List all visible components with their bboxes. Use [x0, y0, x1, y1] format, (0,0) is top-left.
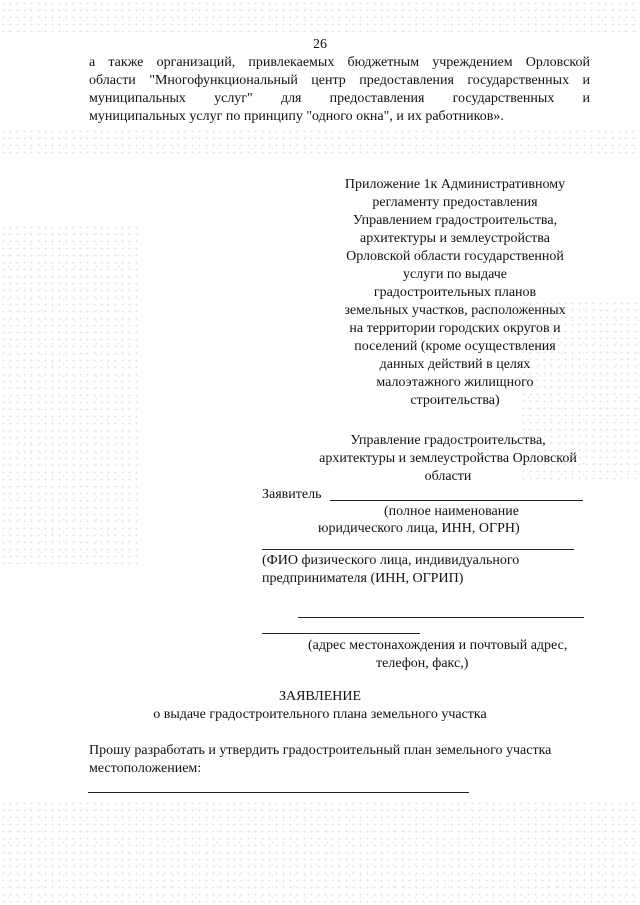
appendix-line-12: малоэтажного жилищного [376, 375, 534, 390]
location-line [88, 792, 469, 793]
statement-subtitle: о выдаче градостроительного плана земельного участка [153, 707, 487, 722]
person-hint-1: (ФИО физического лица, индивидуального [262, 553, 520, 568]
recipient-line-1: Управление градостроительства, [350, 433, 546, 448]
scan-noise-band [0, 128, 640, 156]
recipient-line-2: архитектуры и землеустройства Орловской [319, 451, 577, 466]
appendix-line-11: данных действий в целях [379, 357, 531, 372]
intro-line-2: области "Многофункциональный центр предоставления государственных и [89, 73, 590, 88]
appendix-line-1: Приложение 1к Административному [344, 177, 566, 192]
appendix-line-9: на территории городских округов и [349, 321, 561, 336]
person-line [262, 549, 574, 550]
appendix-line-3: Управлением градостроительства, [352, 213, 558, 228]
scan-noise-bottom [0, 800, 640, 905]
address-line-1 [298, 617, 584, 618]
full-name-hint-1: (полное наименование [384, 504, 519, 519]
address-hint-2: телефон, факс,) [376, 656, 469, 671]
intro-line-1: а также организаций, привлекаемых бюджетным учреждением Орловской [89, 55, 590, 70]
appendix-line-10: поселений (кроме осуществления [354, 339, 556, 354]
appendix-line-4: архитектуры и землеустройства [360, 231, 550, 246]
person-hint-2: предпринимателя (ИНН, ОГРИП) [262, 571, 464, 586]
recipient-line-3: области [424, 469, 472, 484]
appendix-line-8: земельных участков, расположенных [344, 303, 566, 318]
appendix-line-2: регламенту предоставления [372, 195, 538, 210]
intro-line-3: муниципальных услуг" для предоставления государственных и [89, 91, 590, 106]
statement-body-line-2: местоположением: [89, 761, 202, 776]
statement-body-line-1: Прошу разработать и утвердить градостроительный план земельного участка [89, 743, 552, 758]
appendix-line-7: градостроительных планов [373, 285, 537, 300]
full-name-hint-2: юридического лица, ИНН, ОГРН) [318, 521, 520, 536]
appendix-line-5: Орловской области государственной [346, 249, 564, 264]
appendix-line-13: строительства) [410, 393, 500, 408]
applicant-label: Заявитель [262, 487, 322, 502]
address-line-2 [262, 633, 420, 634]
appendix-line-6: услуги по выдаче [403, 267, 507, 282]
intro-line-4: муниципальных услуг по принципу "одного окна", и их работников». [89, 109, 504, 124]
scan-noise-top [0, 0, 640, 32]
statement-title: ЗАЯВЛЕНИЕ [278, 689, 362, 704]
page-number: 26 [313, 37, 327, 52]
applicant-name-line [330, 500, 583, 501]
scan-noise-left [0, 224, 140, 564]
address-hint-1: (адрес местонахождения и почтовый адрес, [308, 638, 568, 653]
